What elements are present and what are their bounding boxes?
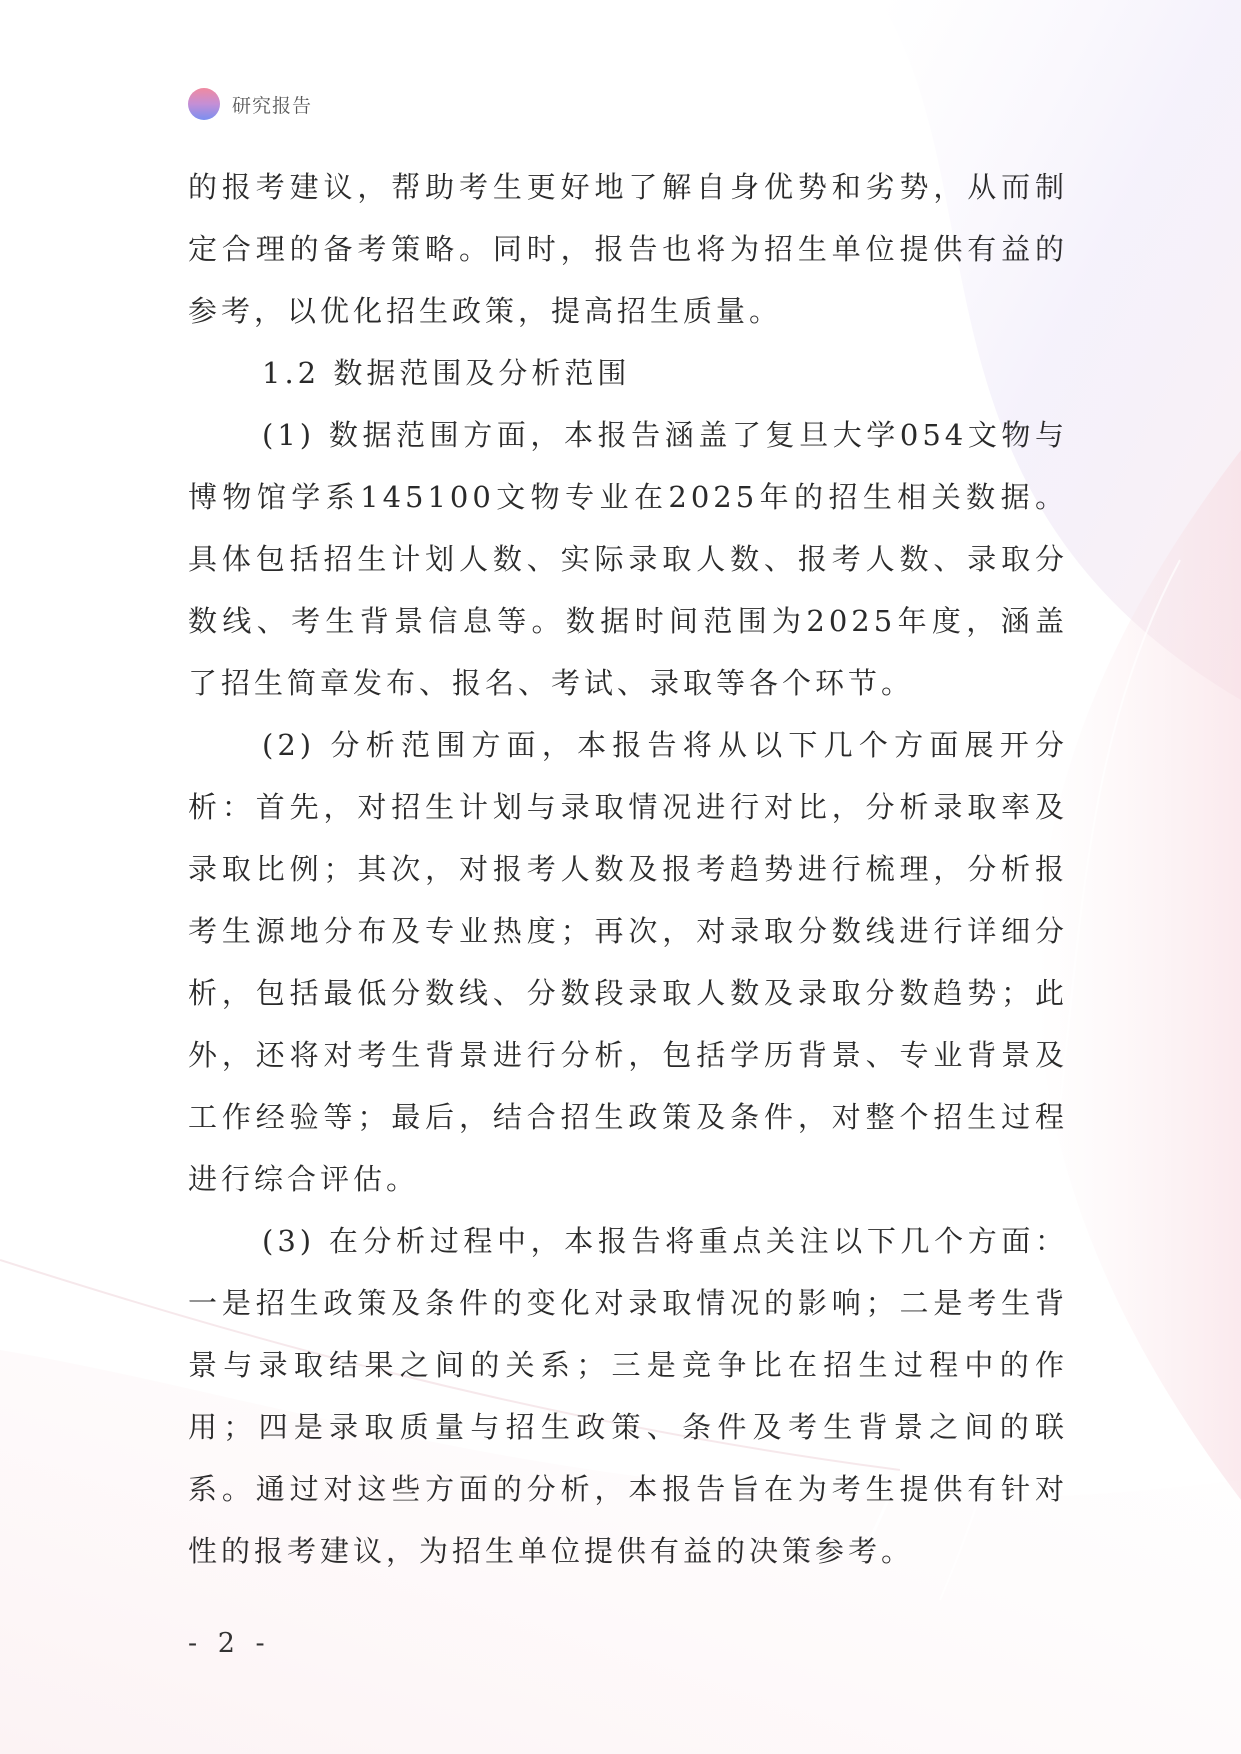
paragraph-data-scope: (1) 数据范围方面，本报告涵盖了复旦大学054文物与博物馆学系145100文物专业在2025年的招生相关数据。具体包括招生计划人数、实际录取人数、报考人数、录取分数线、考生背景信息等。数据时间范围为2025年度，涵盖了招生简章发布、报名、考试、录取等各个环节。 xyxy=(188,418,1068,700)
page-number: - 2 - xyxy=(188,1628,271,1659)
paragraph-analysis-focus: (3) 在分析过程中，本报告将重点关注以下几个方面：一是招生政策及条件的变化对录取情况的影响；二是考生背景与录取结果之间的关系；三是竞争比在招生过程中的作用；四是录取质量与招生政策、条件及考生背景之间的联系。通过对这些方面的分析，本报告旨在为考生提供有针对性的报考建议，为招生单位提供有益的决策参考。 xyxy=(188,1224,1068,1568)
paragraph-analysis-scope: (2) 分析范围方面，本报告将从以下几个方面展开分析：首先，对招生计划与录取情况进行对比，分析录取率及录取比例；其次，对报考人数及报考趋势进行梳理，分析报考生源地分布及专业热度；再次，对录取分数线进行详细分析，包括最低分数线、分数段录取人数及录取分数趋势；此外，还将对考生背景进行分析，包括学历背景、专业背景及工作经验等；最后，结合招生政策及条件，对整个招生过程进行综合评估。 xyxy=(188,728,1068,1196)
page-header xyxy=(188,88,312,120)
paragraph-intro-continuation: 的报考建议，帮助考生更好地了解自身优势和劣势，从而制定合理的备考策略。同时，报告也将为招生单位提供有益的参考，以优化招生政策，提高招生质量。 xyxy=(188,170,1068,328)
document-body xyxy=(188,156,1068,1582)
section-heading: 1.2 数据范围及分析范围 xyxy=(262,356,631,390)
header-label: 研究报告 xyxy=(232,94,313,117)
report-logo-icon xyxy=(188,88,220,120)
